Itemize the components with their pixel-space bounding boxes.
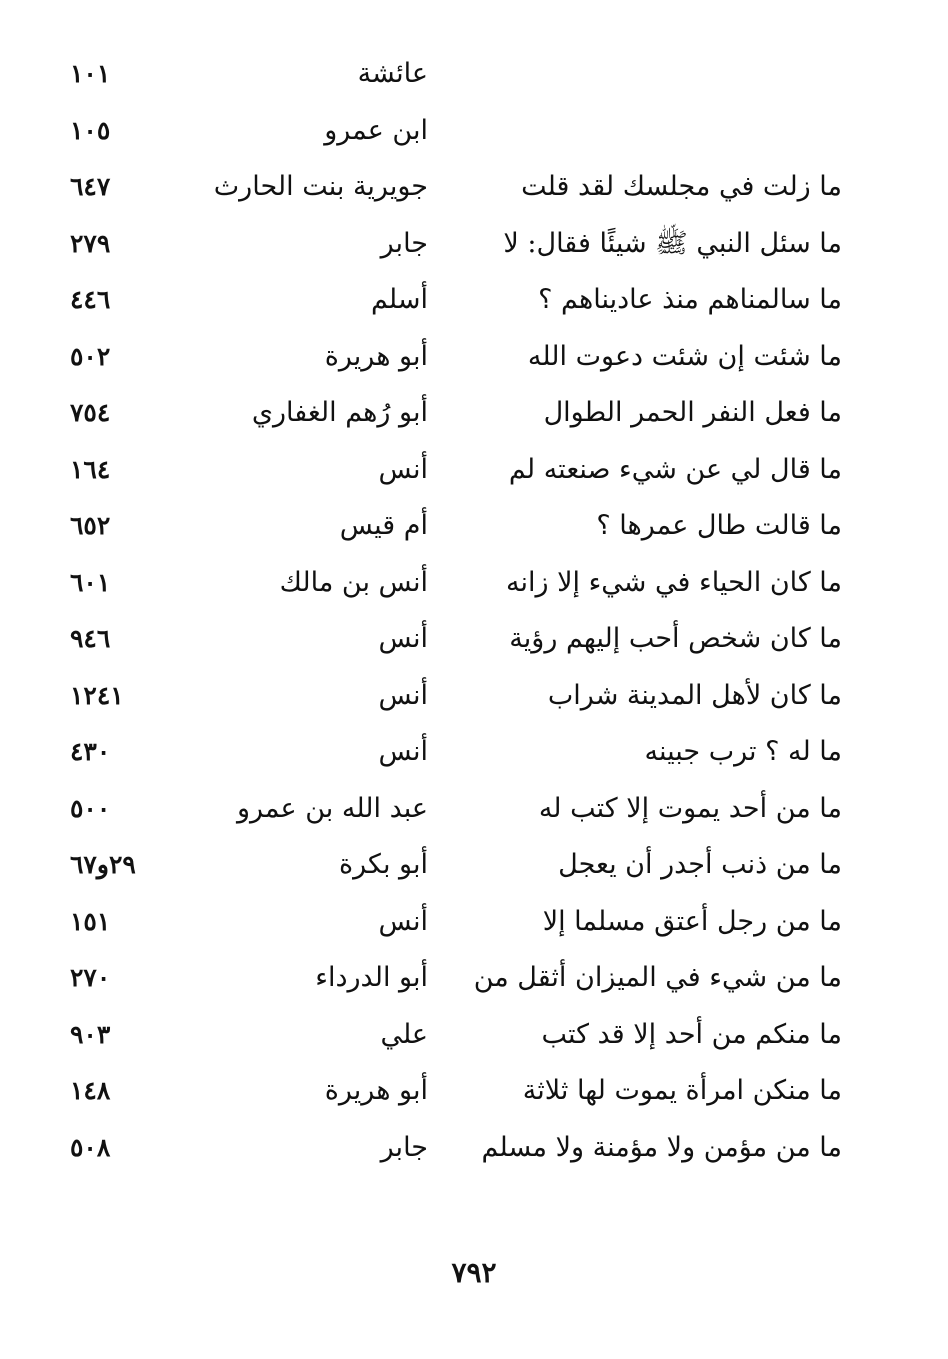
page-number: ٧٩٢ bbox=[451, 1256, 497, 1289]
narrator-name: أنس bbox=[378, 679, 428, 711]
page-reference: ٦٤٧ bbox=[70, 172, 111, 201]
hadith-text: ما من مؤمن ولا مؤمنة ولا مسلم bbox=[481, 1131, 842, 1163]
hadith-text: ما فعل النفر الحمر الطوال bbox=[543, 397, 842, 428]
page-reference: ٦٥٢ bbox=[70, 511, 111, 540]
index-row bbox=[0, 724, 948, 781]
hadith-text bbox=[442, 46, 842, 103]
narrator-name: علي bbox=[380, 1018, 428, 1050]
narrator-name: أم قيس bbox=[339, 510, 428, 541]
page-reference: ٢٧٠ bbox=[70, 963, 111, 992]
index-row bbox=[0, 611, 948, 668]
page-reference: ٧٥٤ bbox=[70, 398, 111, 427]
narrator-name: أبو هريرة bbox=[324, 1075, 428, 1106]
page-reference: ٢٧٩ bbox=[70, 228, 111, 258]
narrator-name: أسلم bbox=[370, 284, 428, 315]
index-row bbox=[0, 555, 948, 612]
narrator-name: أنس بن مالك bbox=[279, 566, 428, 598]
index-row bbox=[0, 46, 948, 103]
narrator-name: أبو هريرة bbox=[324, 340, 428, 372]
hadith-text: ما من رجل أعتق مسلما إلا bbox=[542, 905, 842, 937]
index-row bbox=[0, 1120, 948, 1177]
narrator-name: عائشة bbox=[357, 58, 428, 89]
page-reference: ٩٠٣ bbox=[70, 1019, 111, 1049]
page-reference: ٢٩و٦٧ bbox=[70, 850, 136, 879]
hadith-index-table bbox=[0, 46, 948, 1176]
hadith-text: ما له ؟ ترب جبينه bbox=[644, 736, 842, 767]
hadith-text: ما كان الحياء في شيء إلا زانه bbox=[506, 566, 842, 598]
page-reference: ٤٣٠ bbox=[70, 737, 111, 766]
narrator-name: أنس bbox=[378, 453, 428, 485]
narrator-name: عبد الله بن عمرو bbox=[236, 792, 428, 824]
page-reference: ١٥١ bbox=[70, 906, 111, 936]
index-row bbox=[0, 498, 948, 555]
hadith-text: ما قال لي عن شيء صنعته لم bbox=[508, 453, 842, 485]
hadith-text: ما كان لأهل المدينة شراب bbox=[547, 679, 842, 711]
index-row bbox=[0, 385, 948, 442]
narrator-name: أبو الدرداء bbox=[315, 962, 428, 993]
page-reference: ١٠٥ bbox=[70, 115, 111, 145]
page-reference: ٦٠١ bbox=[70, 567, 111, 597]
index-row bbox=[0, 781, 948, 838]
hadith-text: ما زلت في مجلسك لقد قلت bbox=[521, 171, 842, 202]
index-row bbox=[0, 329, 948, 386]
page-reference: ١٢٤١ bbox=[70, 680, 124, 710]
narrator-name: أبو رُهم الغفاري bbox=[251, 397, 428, 428]
narrator-name: أنس bbox=[378, 736, 428, 767]
narrator-name: جابر bbox=[380, 1131, 428, 1163]
index-row bbox=[0, 272, 948, 329]
index-row bbox=[0, 1063, 948, 1120]
narrator-name: ابن عمرو bbox=[324, 114, 428, 146]
narrator-name: جويرية بنت الحارث bbox=[213, 171, 428, 202]
index-row bbox=[0, 159, 948, 216]
page-reference: ٥٠٢ bbox=[70, 341, 111, 371]
page-reference: ١٠١ bbox=[70, 59, 111, 88]
page-reference: ١٤٨ bbox=[70, 1076, 111, 1105]
page-reference: ٥٠٨ bbox=[70, 1132, 111, 1162]
hadith-text: ما سالمناهم منذ عاديناهم ؟ bbox=[538, 284, 842, 315]
index-row bbox=[0, 668, 948, 725]
hadith-text: ما من شيء في الميزان أثقل من bbox=[473, 962, 842, 993]
page-reference: ٤٤٦ bbox=[70, 285, 111, 314]
hadith-text: ما سئل النبي ﷺ شيئًا فقال: لا bbox=[503, 227, 842, 259]
hadith-text: ما منكم من أحد إلا قد كتب bbox=[541, 1018, 842, 1050]
hadith-text: ما من أحد يموت إلا كتب له bbox=[538, 792, 842, 824]
page-reference: ٩٤٦ bbox=[70, 624, 111, 653]
index-row bbox=[0, 1007, 948, 1064]
hadith-text: ما منكن امرأة يموت لها ثلاثة bbox=[522, 1075, 842, 1106]
index-row bbox=[0, 837, 948, 894]
hadith-text: ما من ذنب أجدر أن يعجل bbox=[558, 849, 842, 880]
narrator-name: أنس bbox=[378, 623, 428, 654]
hadith-text bbox=[442, 103, 842, 160]
index-row bbox=[0, 103, 948, 160]
page-reference: ١٦٤ bbox=[70, 454, 111, 484]
page-reference: ٥٠٠ bbox=[70, 793, 111, 823]
hadith-text: ما شئت إن شئت دعوت الله bbox=[527, 340, 842, 372]
index-row bbox=[0, 216, 948, 273]
hadith-text: ما كان شخص أحب إليهم رؤية bbox=[509, 623, 842, 654]
index-row bbox=[0, 894, 948, 951]
hadith-text: ما قالت طال عمرها ؟ bbox=[596, 510, 842, 541]
narrator-name: أنس bbox=[378, 905, 428, 937]
index-row bbox=[0, 950, 948, 1007]
index-row bbox=[0, 442, 948, 499]
narrator-name: جابر bbox=[380, 227, 428, 259]
narrator-name: أبو بكرة bbox=[338, 849, 428, 880]
